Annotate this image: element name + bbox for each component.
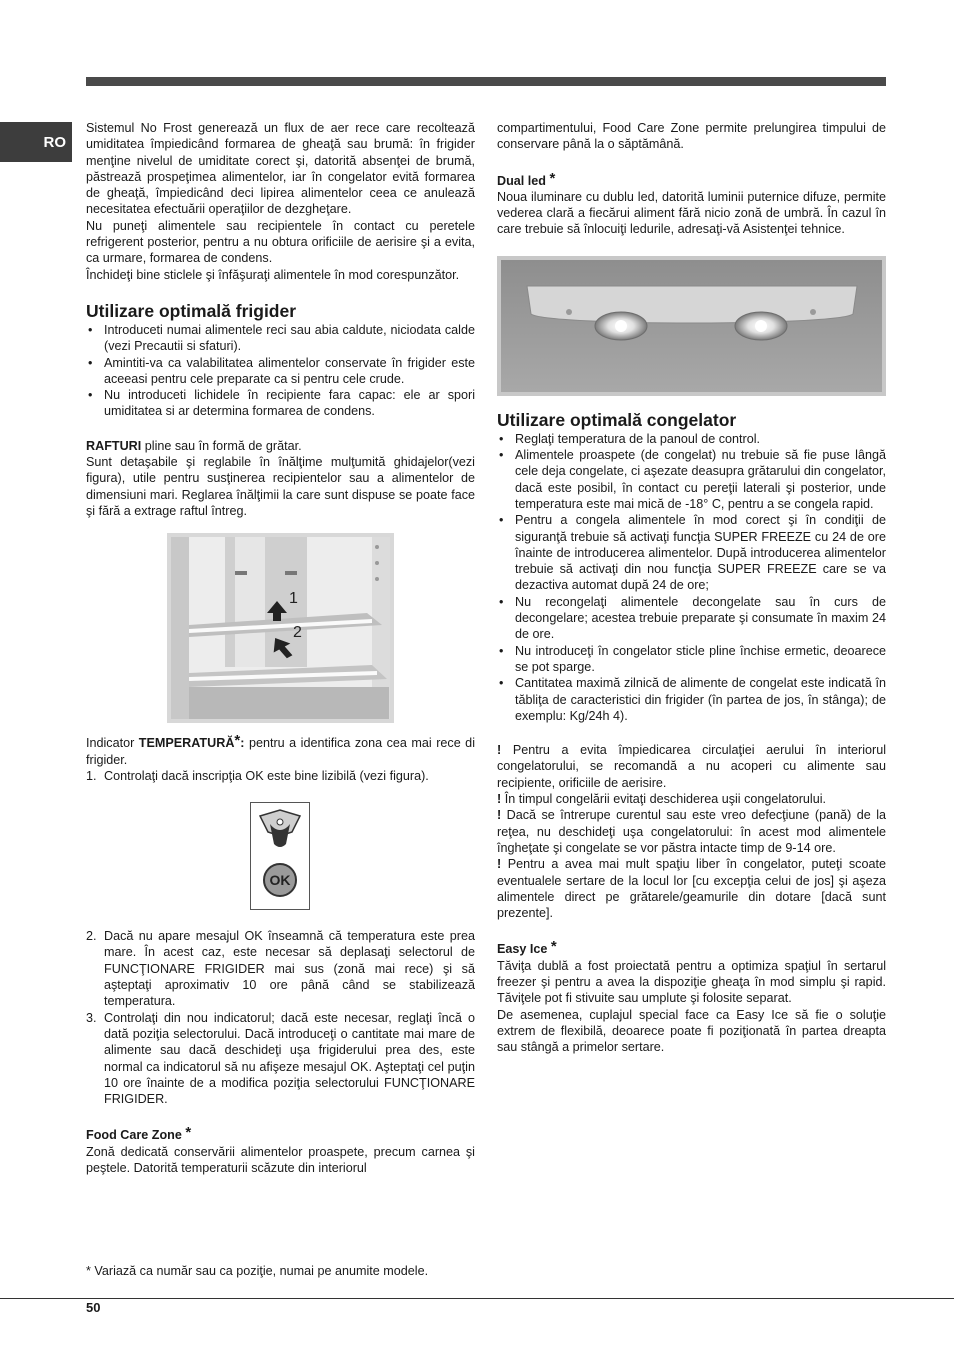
food-care-continued: compartimentului, Food Care Zone permite prelungirea timpului de conservare până la o săptămână. (497, 121, 886, 152)
dual-led-paragraph: Noua iluminare cu dublu led, datorită luminii puternice difuze, permite vederea clară a fiecărui aliment fără nicio zonă de umbră. În cazul în care trebuie să înlocuiţi ledurile, adresaţi-vă Asistenţei tehnice. (497, 189, 886, 237)
dual-led-illustration (497, 256, 886, 396)
shelf-figure (167, 533, 394, 723)
shelf-illustration (167, 533, 394, 723)
list-item: • Nu recongelaţi alimentele decongelate sau în curs de decongelare; acestea trebuie preparate şi consumate în maxim 24 de ore. (497, 594, 886, 643)
food-care-heading: Food Care Zone * (86, 1124, 192, 1143)
ok-indicator-icon (250, 802, 310, 910)
easy-ice-heading: Easy Ice * (497, 938, 557, 957)
ok-text: OK (269, 872, 291, 889)
contact-paragraph: Nu puneţi alimentele sau recipientele în contact cu peretele refrigerent posterior, pentru a nu obtura orificiile de aerisire şi a evita, ca urmare, formarea de condens. (86, 218, 475, 266)
footnote: * Variază ca număr sau ca poziţie, numai pe anumite modele. (86, 1264, 429, 1278)
bottom-rule (0, 1298, 954, 1299)
food-care-paragraph: Zonă dedicată conservării alimentelor proaspete, precum carnea şi peştele. Datorită temperaturii scăzute din interiorul (86, 1144, 475, 1175)
warning-mark: ! (497, 792, 502, 807)
bottles-paragraph: Închideţi bine sticlele şi înfăşuraţi alimentele în mod corespunzător. (86, 267, 460, 282)
indicator-steps (86, 768, 475, 784)
list-item: • Nu introduceţi în congelator sticle pline închise ermetic, deoarece se pot sparge. (497, 643, 886, 676)
shelves-heading (86, 438, 475, 454)
freezer-usage-list (497, 431, 886, 724)
list-item: • Pentru a congela alimentele în mod corect şi în condiţii de siguranţă trebuie să activaţi funcţia SUPER FREEZE cu 24 de ore înainte de introducerea alimentelor. După introducerea alimentelor trebuie să activaţi din nou funcţia SUPER FREEZE care se va dezactiva automat după 24 de ore; (497, 512, 886, 593)
warning-paragraph: ! În timpul congelării evitaţi deschiderea uşii congelatorului. (497, 792, 827, 807)
list-item: • Reglaţi temperatura de la panoul de control. (497, 431, 886, 447)
list-item: • Cantitatea maximă zilnică de alimente de congelat este indicată în tăbliţa de caracteristici din frigider (în partea de jos, în stânga); de exemplu: Kg/24h 4). (497, 675, 886, 724)
warning-paragraph: ! Pentru a evita împiedicarea circulaţiei aerului în interiorul congelatorului, se recomandă a nu acoperi cu alimente sau recipiente, orificiile de aerisire. (497, 743, 886, 790)
language-tab (0, 122, 72, 162)
shelves-label: RAFTURI (86, 438, 142, 453)
left-column (86, 120, 475, 1176)
list-item: • Introduceti numai alimentele reci sau abia caldute, niciodata calde (vezi Precautii si sfaturi). (86, 322, 475, 355)
list-item: • Nu introduceti lichidele în recipiente fara capac: ele ar spori umiditatea si ar determina formarea de condens. (86, 387, 475, 420)
ok-indicator-figure (250, 802, 310, 910)
warning-paragraph: ! Dacă se întrerupe curentul sau este vreo defecţiune (pană) de la reţea, nu deschideţi uşa congelatorului: în acest mod alimentele îngheţate şi congelate se vor păstra intacte timp de 9-14 ore. (497, 808, 886, 855)
list-item: • Amintiti-va ca valabilitatea alimentelor conservate în frigider este aceeasi pentru cele preparate ca si pentru cele crude. (86, 355, 475, 388)
warning-paragraph: ! Pentru a avea mai mult spaţiu liber în congelator, puteţi scoate eventualele sertare de la locul lor [cu excepţia celui de jos] şi aşeza alimentele direct pe grătarele/geamurile din dotare [dacă sunt prezente]. (497, 857, 886, 921)
easy-ice-paragraph: Tăviţa dublă a fost proiectată pentru a optimiza spaţiul în sertarul freezer şi pentru a avea la dispoziţie gheaţa în mod simplu şi rapid. Tăviţele pot fi stivuite sau umplute şi folosite separat. (497, 958, 886, 1006)
top-rule (86, 77, 886, 86)
easy-ice-paragraph-2: De asemenea, cuplajul special face ca Easy Ice să fie o soluţie extrem de flexibilă, deoarece poate fi poziţionată în partea dreapta sau stângă a primelor sertare. (497, 1007, 886, 1055)
freezer-usage-title: Utilizare optimală congelator (497, 409, 737, 430)
list-item: • Alimentele proaspete (de congelat) nu trebuie să fie puse lângă cele deja congelate, ci aşezate deasupra grătarului din congelator, dacă este posibil, în contact cu pereţii laterali şi posterior, unde temperatura este mai mică de -18° C, pentru a se congela rapid. (497, 447, 886, 512)
right-column (497, 120, 886, 1055)
warning-mark: ! (497, 808, 502, 823)
asterisk: * (185, 1124, 192, 1142)
page-number: 50 (86, 1300, 101, 1315)
list-item: 2. Dacă nu apare mesajul OK înseamnă că temperatura este prea mare. În acest caz, este necesar să deplasaţi selectorul de FUNCŢIONARE FRIGIDER mai sus (zonă mai rece) şi să aşteptaţi aproximativ 10 ore până când se stabilizează temperatura. (86, 929, 475, 1009)
list-item: 3. Controlaţi din nou indicatorul; dacă este necesar, reglaţi încă o dată poziţia selectorului. Dacă introduceţi o cantitate mai mare de alimente sau dacă deschideţi uşa frigiderului prea des, este normal ca indicatorul să nu afişeze mesajul OK. Aşteptaţi cel puţin 10 ore înainte de a modifica poziţia selectorului FUNCŢIONARE FRIGIDER. (86, 1010, 475, 1107)
warning-mark: ! (497, 743, 502, 758)
language-code: RO (43, 133, 66, 151)
temperature-indicator-paragraph: Indicator TEMPERATURĂ*: pentru a identifica zona cea mai rece di frigider. (86, 732, 475, 767)
dual-led-figure (497, 256, 886, 396)
list-item: 1. Controlaţi dacă inscripţia OK este bine lizibilă (vezi figura). (86, 768, 429, 783)
asterisk: * (550, 938, 557, 956)
temperature-label: TEMPERATURĂ (138, 736, 235, 751)
shelves-text: pline sau în formă de grătar. (141, 438, 302, 453)
asterisk: * (549, 169, 556, 187)
fridge-usage-list (86, 322, 475, 420)
shelves-paragraph: Sunt detaşabile şi reglabile în înălţime mulţumită ghidajelor(vezi figura), utile pentru susţinerea recipientelor sau a alimentelor de dimensiuni mari. Reglarea înălţimii la care sunt dispuse se poate face şi fără a extrage raftul întreg. (86, 455, 475, 518)
no-frost-paragraph: Sistemul No Frost generează un flux de aer rece care recoltează umiditatea împiedicând formarea de gheaţă sau brumă: în frigider menţine nivelul de umiditate corect şi, datorită absenţei de brumă, păstrează prospeţimea alimentelor, iar în congelator evită formarea de gheaţă, împiedicând deci lipirea alimentelor ceea ce anulează necesitatea efectuării operaţiilor de dezgheţare. (86, 121, 475, 217)
shelf-label-1: 1 (289, 590, 298, 608)
indicator-steps-continued (86, 928, 475, 1107)
warning-mark: ! (497, 857, 502, 872)
dual-led-heading: Dual led * (497, 169, 556, 188)
shelf-label-2: 2 (293, 624, 302, 642)
fridge-usage-title: Utilizare optimală frigider (86, 300, 297, 321)
asterisk: * (234, 732, 241, 750)
